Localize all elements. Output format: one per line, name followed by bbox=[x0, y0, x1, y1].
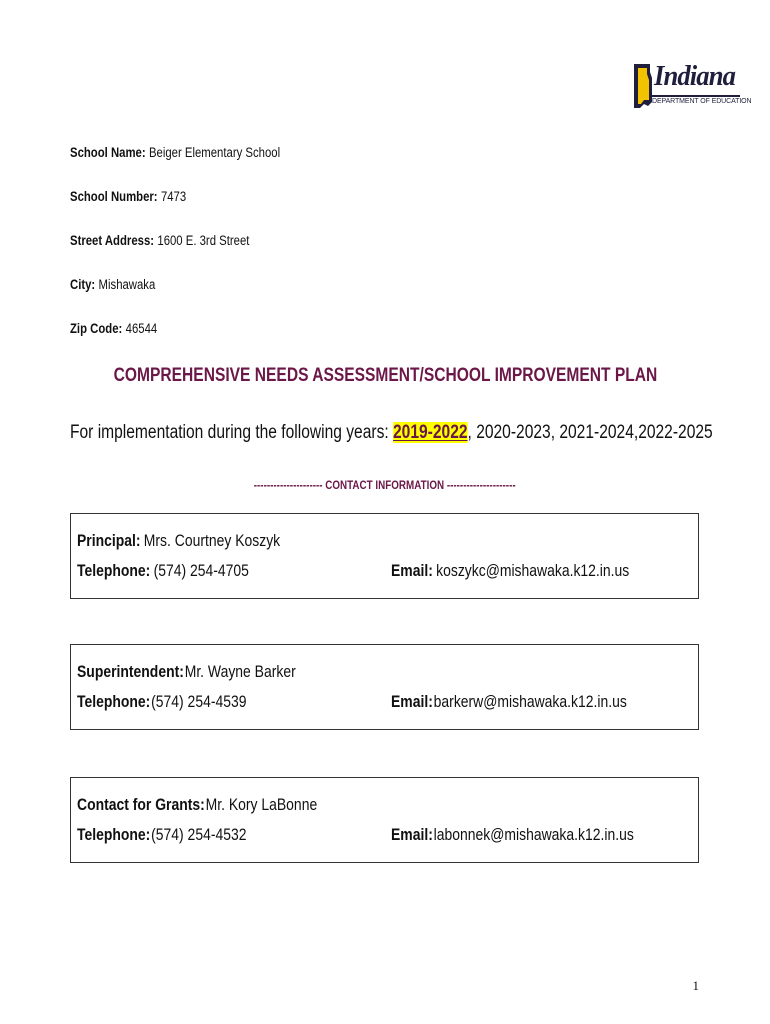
telephone-label: Telephone: bbox=[77, 692, 151, 711]
grants-telephone-line bbox=[77, 825, 246, 845]
school-number-label: School Number: bbox=[70, 189, 158, 204]
email-value[interactable]: labonnek@mishawaka.k12.in.us bbox=[433, 825, 634, 844]
years-prefix: For implementation during the following years: bbox=[70, 422, 394, 443]
school-name-label: School Name: bbox=[70, 145, 146, 160]
principal-telephone-line bbox=[77, 561, 249, 581]
contact-header-text: --------------------- CONTACT INFORMATION --------------------- bbox=[254, 478, 516, 492]
school-number-row bbox=[70, 189, 186, 204]
contact-name: Mr. Wayne Barker bbox=[184, 662, 296, 681]
zip-code-row bbox=[70, 321, 157, 336]
role-label: Principal: bbox=[77, 531, 141, 550]
years-rest: , 2020-2023, 2021-2024,2022-2025 bbox=[467, 422, 713, 443]
email-value[interactable]: barkerw@mishawaka.k12.in.us bbox=[433, 692, 627, 711]
zip-code-value: 46544 bbox=[125, 321, 158, 336]
school-name-row bbox=[70, 145, 280, 160]
role-label: Superintendent: bbox=[77, 662, 184, 681]
telephone-label: Telephone: bbox=[77, 825, 151, 844]
superintendent-name-line bbox=[77, 662, 296, 682]
school-number-value: 7473 bbox=[160, 189, 187, 204]
city-value: Mishawaka bbox=[98, 277, 156, 292]
email-label: Email: bbox=[391, 825, 433, 844]
plan-title bbox=[0, 365, 770, 387]
street-address-value: 1600 E. 3rd Street bbox=[157, 233, 250, 248]
years-current-highlight: 2019-2022 bbox=[393, 422, 468, 443]
telephone-value: (574) 254-4539 bbox=[151, 692, 247, 711]
superintendent-email-line bbox=[391, 692, 627, 712]
indiana-doe-logo bbox=[632, 58, 752, 114]
principal-email-line bbox=[391, 561, 629, 581]
school-name-value: Beiger Elementary School bbox=[148, 145, 281, 160]
plan-title-text: COMPREHENSIVE NEEDS ASSESSMENT/SCHOOL IMPROVEMENT PLAN bbox=[113, 365, 657, 386]
role-label: Contact for Grants: bbox=[77, 795, 205, 814]
contact-information-header bbox=[0, 478, 770, 492]
principal-name-line bbox=[77, 531, 280, 551]
grants-email-line bbox=[391, 825, 634, 845]
principal-contact-box bbox=[70, 513, 699, 599]
street-address-row bbox=[70, 233, 249, 248]
logo-subtitle: DEPARTMENT OF EDUCATION bbox=[652, 98, 752, 105]
zip-code-label: Zip Code: bbox=[70, 321, 123, 336]
contact-name: Mr. Kory LaBonne bbox=[205, 795, 318, 814]
contact-name: Mrs. Courtney Koszyk bbox=[143, 531, 281, 550]
email-label: Email: bbox=[391, 692, 433, 711]
email-label: Email: bbox=[391, 561, 433, 580]
implementation-years bbox=[70, 422, 713, 444]
street-address-label: Street Address: bbox=[70, 233, 155, 248]
telephone-label: Telephone: bbox=[77, 561, 151, 580]
logo-wordmark: Indiana bbox=[654, 60, 736, 92]
grants-name-line bbox=[77, 795, 317, 815]
telephone-value: (574) 254-4532 bbox=[151, 825, 247, 844]
page-number: 1 bbox=[692, 978, 699, 993]
email-value[interactable]: koszykc@mishawaka.k12.in.us bbox=[436, 561, 630, 580]
superintendent-contact-box bbox=[70, 644, 699, 730]
superintendent-telephone-line bbox=[77, 692, 246, 712]
telephone-value: (574) 254-4705 bbox=[153, 561, 249, 580]
city-label: City: bbox=[70, 277, 96, 292]
grants-contact-box bbox=[70, 777, 699, 863]
city-row bbox=[70, 277, 155, 292]
